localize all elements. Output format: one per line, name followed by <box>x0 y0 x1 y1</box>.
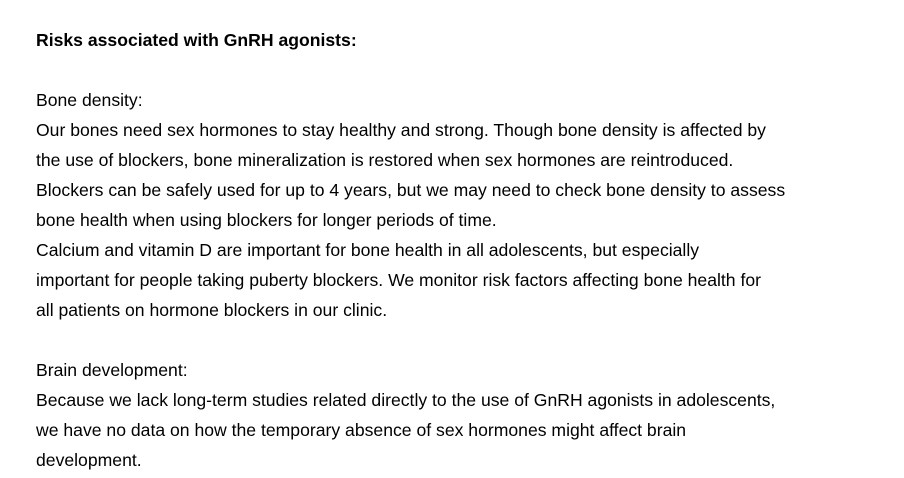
document-body <box>36 25 886 475</box>
section-bone-density <box>36 85 886 325</box>
paragraph-line: development. <box>36 450 142 470</box>
document-title: Risks associated with GnRH agonists: <box>36 30 357 50</box>
paragraph-line: Blockers can be safely used for up to 4 years, but we may need to check bone density to assess <box>36 180 786 200</box>
paragraph-line: Because we lack long-term studies related directly to the use of GnRH agonists in adolescents, <box>36 390 776 410</box>
section-brain-development <box>36 355 886 475</box>
paragraph-line: all patients on hormone blockers in our clinic. <box>36 300 388 320</box>
paragraph-line: Our bones need sex hormones to stay healthy and strong. Though bone density is affected by <box>36 120 766 140</box>
paragraph-line: important for people taking puberty blockers. We monitor risk factors affecting bone health for <box>36 270 761 290</box>
paragraph-line: the use of blockers, bone mineralization is restored when sex hormones are reintroduced. <box>36 150 734 170</box>
paragraph-line: Calcium and vitamin D are important for bone health in all adolescents, but especially <box>36 240 700 260</box>
blank-line <box>36 325 886 355</box>
blank-line <box>36 55 886 85</box>
paragraph-line: we have no data on how the temporary absence of sex hormones might affect brain <box>36 420 687 440</box>
section-heading: Bone density: <box>36 90 143 110</box>
paragraph-line: bone health when using blockers for longer periods of time. <box>36 210 497 230</box>
section-heading: Brain development: <box>36 360 188 380</box>
